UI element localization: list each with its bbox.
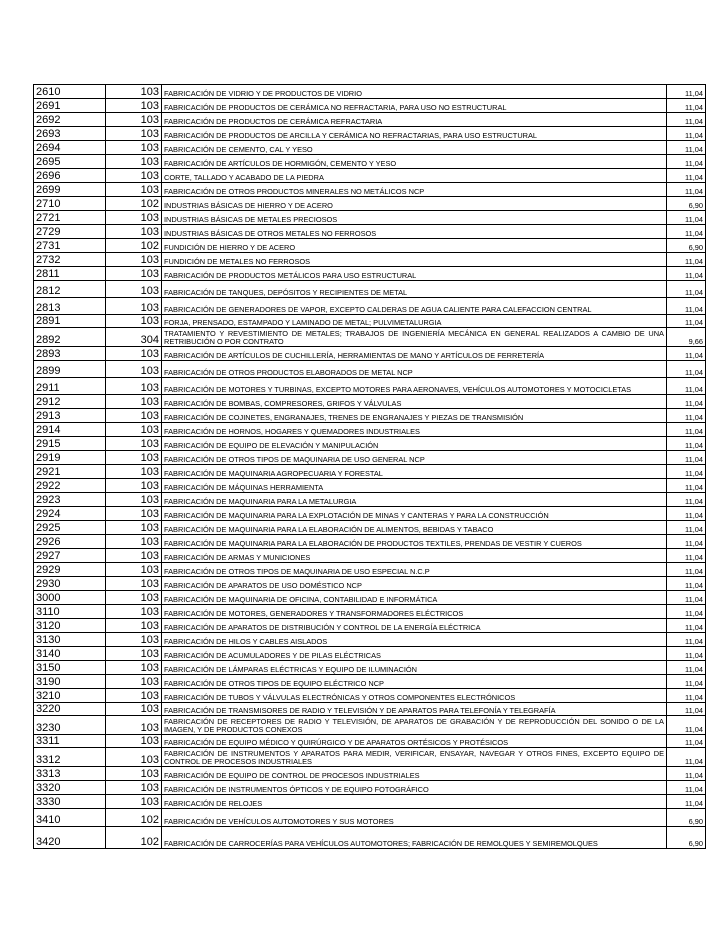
activity-code-cell: 3150 bbox=[34, 661, 106, 675]
description-cell: FABRICACIÓN DE COJINETES, ENGRANAJES, TRENES DE ENGRANAJES Y PIEZAS DE TRANSMISIÓN bbox=[162, 409, 667, 423]
activity-code-cell: 2930 bbox=[34, 577, 106, 591]
description-cell: FABRICACIÓN DE INSTRUMENTOS ÓPTICOS Y DE EQUIPO FOTOGRÁFICO bbox=[162, 781, 667, 795]
rate-cell: 11,04 bbox=[667, 378, 706, 395]
table-row bbox=[34, 781, 706, 795]
group-number-cell: 103 bbox=[106, 795, 162, 809]
table-row bbox=[34, 661, 706, 675]
description-cell: FABRICACIÓN DE TUBOS Y VÁLVULAS ELECTRÓNICAS Y OTROS COMPONENTES ELECTRÓNICOS bbox=[162, 689, 667, 703]
activity-code-cell: 2891 bbox=[34, 315, 106, 328]
group-number-cell: 103 bbox=[106, 155, 162, 169]
description-cell: FABRICACIÓN DE HORNOS, HOGARES Y QUEMADORES INDUSTRIALES bbox=[162, 423, 667, 437]
activity-code-cell: 2913 bbox=[34, 409, 106, 423]
rate-cell: 9,66 bbox=[667, 328, 706, 347]
rate-cell: 11,04 bbox=[667, 113, 706, 127]
rate-cell: 11,04 bbox=[667, 563, 706, 577]
activity-code-cell: 2710 bbox=[34, 197, 106, 211]
table-row bbox=[34, 183, 706, 197]
description-cell: FABRICACIÓN DE EQUIPO DE ELEVACIÓN Y MANIPULACIÓN bbox=[162, 437, 667, 451]
group-number-cell: 102 bbox=[106, 809, 162, 827]
table-row bbox=[34, 647, 706, 661]
group-number-cell: 103 bbox=[106, 423, 162, 437]
group-number-cell: 102 bbox=[106, 197, 162, 211]
table-row bbox=[34, 633, 706, 647]
rate-cell: 11,04 bbox=[667, 549, 706, 563]
group-number-cell: 304 bbox=[106, 328, 162, 347]
rate-cell: 11,04 bbox=[667, 267, 706, 281]
rate-cell: 11,04 bbox=[667, 347, 706, 361]
description-cell: FORJA, PRENSADO, ESTAMPADO Y LAMINADO DE METAL; PULVIMETALURGIA bbox=[162, 315, 667, 328]
activity-code-cell: 2927 bbox=[34, 549, 106, 563]
activity-code-cell: 2691 bbox=[34, 99, 106, 113]
description-cell: FABRICACIÓN DE OTROS PRODUCTOS MINERALES NO METÁLICOS NCP bbox=[162, 183, 667, 197]
group-number-cell: 103 bbox=[106, 661, 162, 675]
rate-cell: 6,90 bbox=[667, 239, 706, 253]
rate-cell: 11,04 bbox=[667, 795, 706, 809]
rate-cell: 11,04 bbox=[667, 577, 706, 591]
table-row bbox=[34, 328, 706, 347]
description-cell: FABRICACIÓN DE MOTORES, GENERADORES Y TRANSFORMADORES ELÉCTRICOS bbox=[162, 605, 667, 619]
group-number-cell: 103 bbox=[106, 605, 162, 619]
activity-code-cell: 2729 bbox=[34, 225, 106, 239]
rate-cell: 11,04 bbox=[667, 409, 706, 423]
rate-cell: 11,04 bbox=[667, 521, 706, 535]
table-row bbox=[34, 281, 706, 298]
rate-cell: 6,90 bbox=[667, 197, 706, 211]
description-cell: FABRICACIÓN DE ACUMULADORES Y DE PILAS ELÉCTRICAS bbox=[162, 647, 667, 661]
description-cell: FABRICACIÓN DE MAQUINARIA PARA LA ELABORACIÓN DE ALIMENTOS, BEBIDAS Y TABACO bbox=[162, 521, 667, 535]
group-number-cell: 103 bbox=[106, 767, 162, 781]
table-row bbox=[34, 809, 706, 827]
rate-cell: 11,04 bbox=[667, 591, 706, 605]
description-cell: FABRICACIÓN DE RECEPTORES DE RADIO Y TELEVISIÓN, DE APARATOS DE GRABACIÓN Y DE REPRODUCCIÓN DEL SONIDO O DE LA IMAGEN, Y DE PRODUCTOS CONEXOS bbox=[162, 716, 667, 735]
rate-cell: 11,04 bbox=[667, 423, 706, 437]
description-cell: FABRICACIÓN DE HILOS Y CABLES AISLADOS bbox=[162, 633, 667, 647]
group-number-cell: 103 bbox=[106, 493, 162, 507]
table-row bbox=[34, 465, 706, 479]
rate-cell: 11,04 bbox=[667, 748, 706, 767]
activity-code-cell: 2692 bbox=[34, 113, 106, 127]
table-row bbox=[34, 361, 706, 378]
table-row bbox=[34, 113, 706, 127]
table-row bbox=[34, 395, 706, 409]
description-cell: FABRICACIÓN DE MAQUINARIA PARA LA METALURGIA bbox=[162, 493, 667, 507]
group-number-cell: 103 bbox=[106, 85, 162, 99]
group-number-cell: 103 bbox=[106, 127, 162, 141]
activity-code-cell: 3410 bbox=[34, 809, 106, 827]
activity-code-cell: 2919 bbox=[34, 451, 106, 465]
description-cell: FABRICACIÓN DE CARROCERÍAS PARA VEHÍCULOS AUTOMOTORES; FABRICACIÓN DE REMOLQUES Y SEMIREMOLQUES bbox=[162, 827, 667, 849]
group-number-cell: 103 bbox=[106, 99, 162, 113]
rate-cell: 11,04 bbox=[667, 781, 706, 795]
group-number-cell: 102 bbox=[106, 239, 162, 253]
group-number-cell: 103 bbox=[106, 549, 162, 563]
table-row bbox=[34, 155, 706, 169]
group-number-cell: 103 bbox=[106, 451, 162, 465]
group-number-cell: 103 bbox=[106, 183, 162, 197]
activity-table bbox=[33, 84, 706, 849]
group-number-cell: 103 bbox=[106, 703, 162, 716]
description-cell: FABRICACIÓN DE INSTRUMENTOS Y APARATOS PARA MEDIR, VERIFICAR, ENSAYAR, NAVEGAR Y OTROS FINES, EXCEPTO EQUIPO DE CONTROL DE PROCESOS INDUSTRIALES bbox=[162, 748, 667, 767]
table-row bbox=[34, 827, 706, 849]
group-number-cell: 103 bbox=[106, 253, 162, 267]
table-row bbox=[34, 437, 706, 451]
activity-code-cell: 3000 bbox=[34, 591, 106, 605]
activity-code-cell: 2924 bbox=[34, 507, 106, 521]
rate-cell: 11,04 bbox=[667, 493, 706, 507]
activity-code-cell: 2911 bbox=[34, 378, 106, 395]
rate-cell: 11,04 bbox=[667, 465, 706, 479]
description-cell: FABRICACIÓN DE APARATOS DE USO DOMÉSTICO NCP bbox=[162, 577, 667, 591]
activity-code-cell: 2699 bbox=[34, 183, 106, 197]
activity-code-cell: 3210 bbox=[34, 689, 106, 703]
group-number-cell: 103 bbox=[106, 298, 162, 315]
activity-code-cell: 3190 bbox=[34, 675, 106, 689]
table-row bbox=[34, 716, 706, 735]
rate-cell: 11,04 bbox=[667, 689, 706, 703]
description-cell: FABRICACIÓN DE MAQUINARIA AGROPECUARIA Y FORESTAL bbox=[162, 465, 667, 479]
description-cell: FABRICACIÓN DE VIDRIO Y DE PRODUCTOS DE VIDRIO bbox=[162, 85, 667, 99]
table-row bbox=[34, 675, 706, 689]
activity-code-cell: 2925 bbox=[34, 521, 106, 535]
table-row bbox=[34, 347, 706, 361]
table-row bbox=[34, 767, 706, 781]
rate-cell: 11,04 bbox=[667, 141, 706, 155]
rate-cell: 6,90 bbox=[667, 827, 706, 849]
activity-code-cell: 2929 bbox=[34, 563, 106, 577]
group-number-cell: 103 bbox=[106, 521, 162, 535]
table-row bbox=[34, 535, 706, 549]
table-row bbox=[34, 239, 706, 253]
table-row bbox=[34, 689, 706, 703]
group-number-cell: 103 bbox=[106, 535, 162, 549]
activity-code-cell: 2694 bbox=[34, 141, 106, 155]
group-number-cell: 103 bbox=[106, 465, 162, 479]
rate-cell: 11,04 bbox=[667, 767, 706, 781]
description-cell: FABRICACIÓN DE BOMBAS, COMPRESORES, GRIFOS Y VÁLVULAS bbox=[162, 395, 667, 409]
activity-code-cell: 2811 bbox=[34, 267, 106, 281]
group-number-cell: 103 bbox=[106, 716, 162, 735]
rate-cell: 11,04 bbox=[667, 647, 706, 661]
group-number-cell: 103 bbox=[106, 647, 162, 661]
rate-cell: 11,04 bbox=[667, 225, 706, 239]
activity-code-cell: 3420 bbox=[34, 827, 106, 849]
rate-cell: 11,04 bbox=[667, 633, 706, 647]
group-number-cell: 103 bbox=[106, 781, 162, 795]
table-row bbox=[34, 378, 706, 395]
description-cell: FABRICACIÓN DE EQUIPO DE CONTROL DE PROCESOS INDUSTRIALES bbox=[162, 767, 667, 781]
table-row bbox=[34, 211, 706, 225]
rate-cell: 11,04 bbox=[667, 99, 706, 113]
description-cell: INDUSTRIAS BÁSICAS DE METALES PRECIOSOS bbox=[162, 211, 667, 225]
table-row bbox=[34, 169, 706, 183]
rate-cell: 11,04 bbox=[667, 169, 706, 183]
group-number-cell: 103 bbox=[106, 378, 162, 395]
group-number-cell: 103 bbox=[106, 479, 162, 493]
activity-code-cell: 3330 bbox=[34, 795, 106, 809]
activity-code-cell: 2813 bbox=[34, 298, 106, 315]
table-row bbox=[34, 225, 706, 239]
table-row bbox=[34, 748, 706, 767]
group-number-cell: 103 bbox=[106, 577, 162, 591]
description-cell: FABRICACIÓN DE GENERADORES DE VAPOR, EXCEPTO CALDERAS DE AGUA CALIENTE PARA CALEFACCION CENTRAL bbox=[162, 298, 667, 315]
group-number-cell: 103 bbox=[106, 735, 162, 748]
rate-cell: 11,04 bbox=[667, 675, 706, 689]
rate-cell: 11,04 bbox=[667, 155, 706, 169]
activity-code-cell: 2696 bbox=[34, 169, 106, 183]
description-cell: FABRICACIÓN DE MÁQUINAS HERRAMIENTA bbox=[162, 479, 667, 493]
table-row bbox=[34, 141, 706, 155]
activity-code-cell: 2731 bbox=[34, 239, 106, 253]
activity-code-cell: 3120 bbox=[34, 619, 106, 633]
activity-code-cell: 2899 bbox=[34, 361, 106, 378]
rate-cell: 11,04 bbox=[667, 507, 706, 521]
description-cell: FABRICACIÓN DE APARATOS DE DISTRIBUCIÓN Y CONTROL DE LA ENERGÍA ELÉCTRICA bbox=[162, 619, 667, 633]
group-number-cell: 103 bbox=[106, 633, 162, 647]
description-cell: FABRICACIÓN DE PRODUCTOS DE CERÁMICA NO REFRACTARIA, PARA USO NO ESTRUCTURAL bbox=[162, 99, 667, 113]
group-number-cell: 103 bbox=[106, 619, 162, 633]
rate-cell: 11,04 bbox=[667, 183, 706, 197]
rate-cell: 11,04 bbox=[667, 716, 706, 735]
activity-code-cell: 3140 bbox=[34, 647, 106, 661]
group-number-cell: 103 bbox=[106, 211, 162, 225]
table-row bbox=[34, 479, 706, 493]
rate-cell: 11,04 bbox=[667, 437, 706, 451]
rate-cell: 11,04 bbox=[667, 535, 706, 549]
description-cell: FABRICACIÓN DE PRODUCTOS DE CERÁMICA REFRACTARIA bbox=[162, 113, 667, 127]
group-number-cell: 103 bbox=[106, 113, 162, 127]
description-cell: FABRICACIÓN DE ARTÍCULOS DE CUCHILLERÍA, HERRAMIENTAS DE MANO Y ARTÍCULOS DE FERRETERÍA bbox=[162, 347, 667, 361]
table-row bbox=[34, 577, 706, 591]
table-row bbox=[34, 298, 706, 315]
activity-code-cell: 2923 bbox=[34, 493, 106, 507]
group-number-cell: 103 bbox=[106, 361, 162, 378]
rate-cell: 11,04 bbox=[667, 85, 706, 99]
rate-cell: 11,04 bbox=[667, 735, 706, 748]
rate-cell: 11,04 bbox=[667, 127, 706, 141]
activity-code-cell: 3110 bbox=[34, 605, 106, 619]
group-number-cell: 103 bbox=[106, 689, 162, 703]
description-cell: FABRICACIÓN DE RELOJES bbox=[162, 795, 667, 809]
rate-cell: 11,04 bbox=[667, 281, 706, 298]
activity-code-cell: 3312 bbox=[34, 748, 106, 767]
table-row bbox=[34, 605, 706, 619]
group-number-cell: 103 bbox=[106, 748, 162, 767]
activity-rate-sheet bbox=[33, 84, 705, 849]
table-row bbox=[34, 507, 706, 521]
table-row bbox=[34, 703, 706, 716]
rate-cell: 11,04 bbox=[667, 395, 706, 409]
table-row bbox=[34, 127, 706, 141]
description-cell: FABRICACIÓN DE MAQUINARIA PARA LA ELABORACIÓN DE PRODUCTOS TEXTILES, PRENDAS DE VESTIR Y CUEROS bbox=[162, 535, 667, 549]
activity-table-body bbox=[34, 85, 706, 849]
activity-code-cell: 2812 bbox=[34, 281, 106, 298]
activity-code-cell: 3311 bbox=[34, 735, 106, 748]
description-cell: FABRICACIÓN DE EQUIPO MÉDICO Y QUIRÚRGICO Y DE APARATOS ORTÉSICOS Y PROTÉSICOS bbox=[162, 735, 667, 748]
description-cell: FABRICACIÓN DE OTROS TIPOS DE MAQUINARIA DE USO GENERAL NCP bbox=[162, 451, 667, 465]
table-row bbox=[34, 521, 706, 535]
description-cell: FABRICACIÓN DE TRANSMISORES DE RADIO Y TELEVISIÓN Y DE APARATOS PARA TELEFONÍA Y TELEGRAFÍA bbox=[162, 703, 667, 716]
description-cell: INDUSTRIAS BÁSICAS DE HIERRO Y DE ACERO bbox=[162, 197, 667, 211]
table-row bbox=[34, 99, 706, 113]
table-row bbox=[34, 493, 706, 507]
table-row bbox=[34, 253, 706, 267]
table-row bbox=[34, 85, 706, 99]
description-cell: FABRICACIÓN DE PRODUCTOS METÁLICOS PARA USO ESTRUCTURAL bbox=[162, 267, 667, 281]
table-row bbox=[34, 619, 706, 633]
rate-cell: 11,04 bbox=[667, 605, 706, 619]
rate-cell: 11,04 bbox=[667, 298, 706, 315]
activity-code-cell: 3313 bbox=[34, 767, 106, 781]
description-cell: CORTE, TALLADO Y ACABADO DE LA PIEDRA bbox=[162, 169, 667, 183]
rate-cell: 11,04 bbox=[667, 479, 706, 493]
group-number-cell: 103 bbox=[106, 315, 162, 328]
group-number-cell: 103 bbox=[106, 281, 162, 298]
activity-code-cell: 2926 bbox=[34, 535, 106, 549]
activity-code-cell: 3230 bbox=[34, 716, 106, 735]
description-cell: FUNDICIÓN DE HIERRO Y DE ACERO bbox=[162, 239, 667, 253]
table-row bbox=[34, 423, 706, 437]
rate-cell: 11,04 bbox=[667, 211, 706, 225]
activity-code-cell: 2721 bbox=[34, 211, 106, 225]
description-cell: FABRICACIÓN DE OTROS TIPOS DE EQUIPO ELÉCTRICO NCP bbox=[162, 675, 667, 689]
table-row bbox=[34, 409, 706, 423]
activity-code-cell: 2892 bbox=[34, 328, 106, 347]
group-number-cell: 103 bbox=[106, 225, 162, 239]
description-cell: FABRICACIÓN DE OTROS TIPOS DE MAQUINARIA DE USO ESPECIAL N.C.P bbox=[162, 563, 667, 577]
activity-code-cell: 2921 bbox=[34, 465, 106, 479]
activity-code-cell: 3130 bbox=[34, 633, 106, 647]
table-row bbox=[34, 451, 706, 465]
group-number-cell: 103 bbox=[106, 563, 162, 577]
description-cell: FABRICACIÓN DE ARTÍCULOS DE HORMIGÓN, CEMENTO Y YESO bbox=[162, 155, 667, 169]
rate-cell: 11,04 bbox=[667, 619, 706, 633]
group-number-cell: 103 bbox=[106, 409, 162, 423]
group-number-cell: 103 bbox=[106, 675, 162, 689]
table-row bbox=[34, 549, 706, 563]
group-number-cell: 103 bbox=[106, 395, 162, 409]
activity-code-cell: 2732 bbox=[34, 253, 106, 267]
description-cell: TRATAMIENTO Y REVESTIMIENTO DE METALES; TRABAJOS DE INGENIERÍA MECÁNICA EN GENERAL REALIZADOS A CAMBIO DE UNA RETRIBUCIÓN O POR CONTRATO bbox=[162, 328, 667, 347]
rate-cell: 11,04 bbox=[667, 703, 706, 716]
description-cell: FABRICACIÓN DE CEMENTO, CAL Y YESO bbox=[162, 141, 667, 155]
description-cell: FABRICACIÓN DE MAQUINARIA DE OFICINA, CONTABILIDAD E INFORMÁTICA bbox=[162, 591, 667, 605]
description-cell: FABRICACIÓN DE MAQUINARIA PARA LA EXPLOTACIÓN DE MINAS Y CANTERAS Y PARA LA CONSTRUCCIÓN bbox=[162, 507, 667, 521]
description-cell: FABRICACIÓN DE VEHÍCULOS AUTOMOTORES Y SUS MOTORES bbox=[162, 809, 667, 827]
rate-cell: 11,04 bbox=[667, 451, 706, 465]
table-row bbox=[34, 591, 706, 605]
rate-cell: 11,04 bbox=[667, 661, 706, 675]
table-row bbox=[34, 267, 706, 281]
description-cell: FABRICACIÓN DE ARMAS Y MUNICIONES bbox=[162, 549, 667, 563]
rate-cell: 11,04 bbox=[667, 315, 706, 328]
activity-code-cell: 3320 bbox=[34, 781, 106, 795]
group-number-cell: 102 bbox=[106, 827, 162, 849]
group-number-cell: 103 bbox=[106, 169, 162, 183]
description-cell: FABRICACIÓN DE PRODUCTOS DE ARCILLA Y CERÁMICA NO REFRACTARIAS, PARA USO ESTRUCTURAL bbox=[162, 127, 667, 141]
activity-code-cell: 2912 bbox=[34, 395, 106, 409]
activity-code-cell: 2695 bbox=[34, 155, 106, 169]
rate-cell: 6,90 bbox=[667, 809, 706, 827]
activity-code-cell: 2914 bbox=[34, 423, 106, 437]
description-cell: FABRICACIÓN DE TANQUES, DEPÓSITOS Y RECIPIENTES DE METAL bbox=[162, 281, 667, 298]
group-number-cell: 103 bbox=[106, 347, 162, 361]
activity-code-cell: 2610 bbox=[34, 85, 106, 99]
group-number-cell: 103 bbox=[106, 437, 162, 451]
rate-cell: 11,04 bbox=[667, 361, 706, 378]
table-row bbox=[34, 315, 706, 328]
group-number-cell: 103 bbox=[106, 267, 162, 281]
description-cell: FABRICACIÓN DE MOTORES Y TURBINAS, EXCEPTO MOTORES PARA AERONAVES, VEHÍCULOS AUTOMOTORES Y MOTOCICLETAS bbox=[162, 378, 667, 395]
activity-code-cell: 2893 bbox=[34, 347, 106, 361]
activity-code-cell: 2922 bbox=[34, 479, 106, 493]
table-row bbox=[34, 563, 706, 577]
group-number-cell: 103 bbox=[106, 141, 162, 155]
description-cell: FABRICACIÓN DE OTROS PRODUCTOS ELABORADOS DE METAL NCP bbox=[162, 361, 667, 378]
activity-code-cell: 2693 bbox=[34, 127, 106, 141]
description-cell: FABRICACIÓN DE LÁMPARAS ELÉCTRICAS Y EQUIPO DE ILUMINACIÓN bbox=[162, 661, 667, 675]
activity-code-cell: 3220 bbox=[34, 703, 106, 716]
group-number-cell: 103 bbox=[106, 591, 162, 605]
description-cell: INDUSTRIAS BÁSICAS DE OTROS METALES NO FERROSOS bbox=[162, 225, 667, 239]
rate-cell: 11,04 bbox=[667, 253, 706, 267]
table-row bbox=[34, 735, 706, 748]
description-cell: FUNDICIÓN DE METALES NO FERROSOS bbox=[162, 253, 667, 267]
activity-code-cell: 2915 bbox=[34, 437, 106, 451]
table-row bbox=[34, 795, 706, 809]
group-number-cell: 103 bbox=[106, 507, 162, 521]
table-row bbox=[34, 197, 706, 211]
